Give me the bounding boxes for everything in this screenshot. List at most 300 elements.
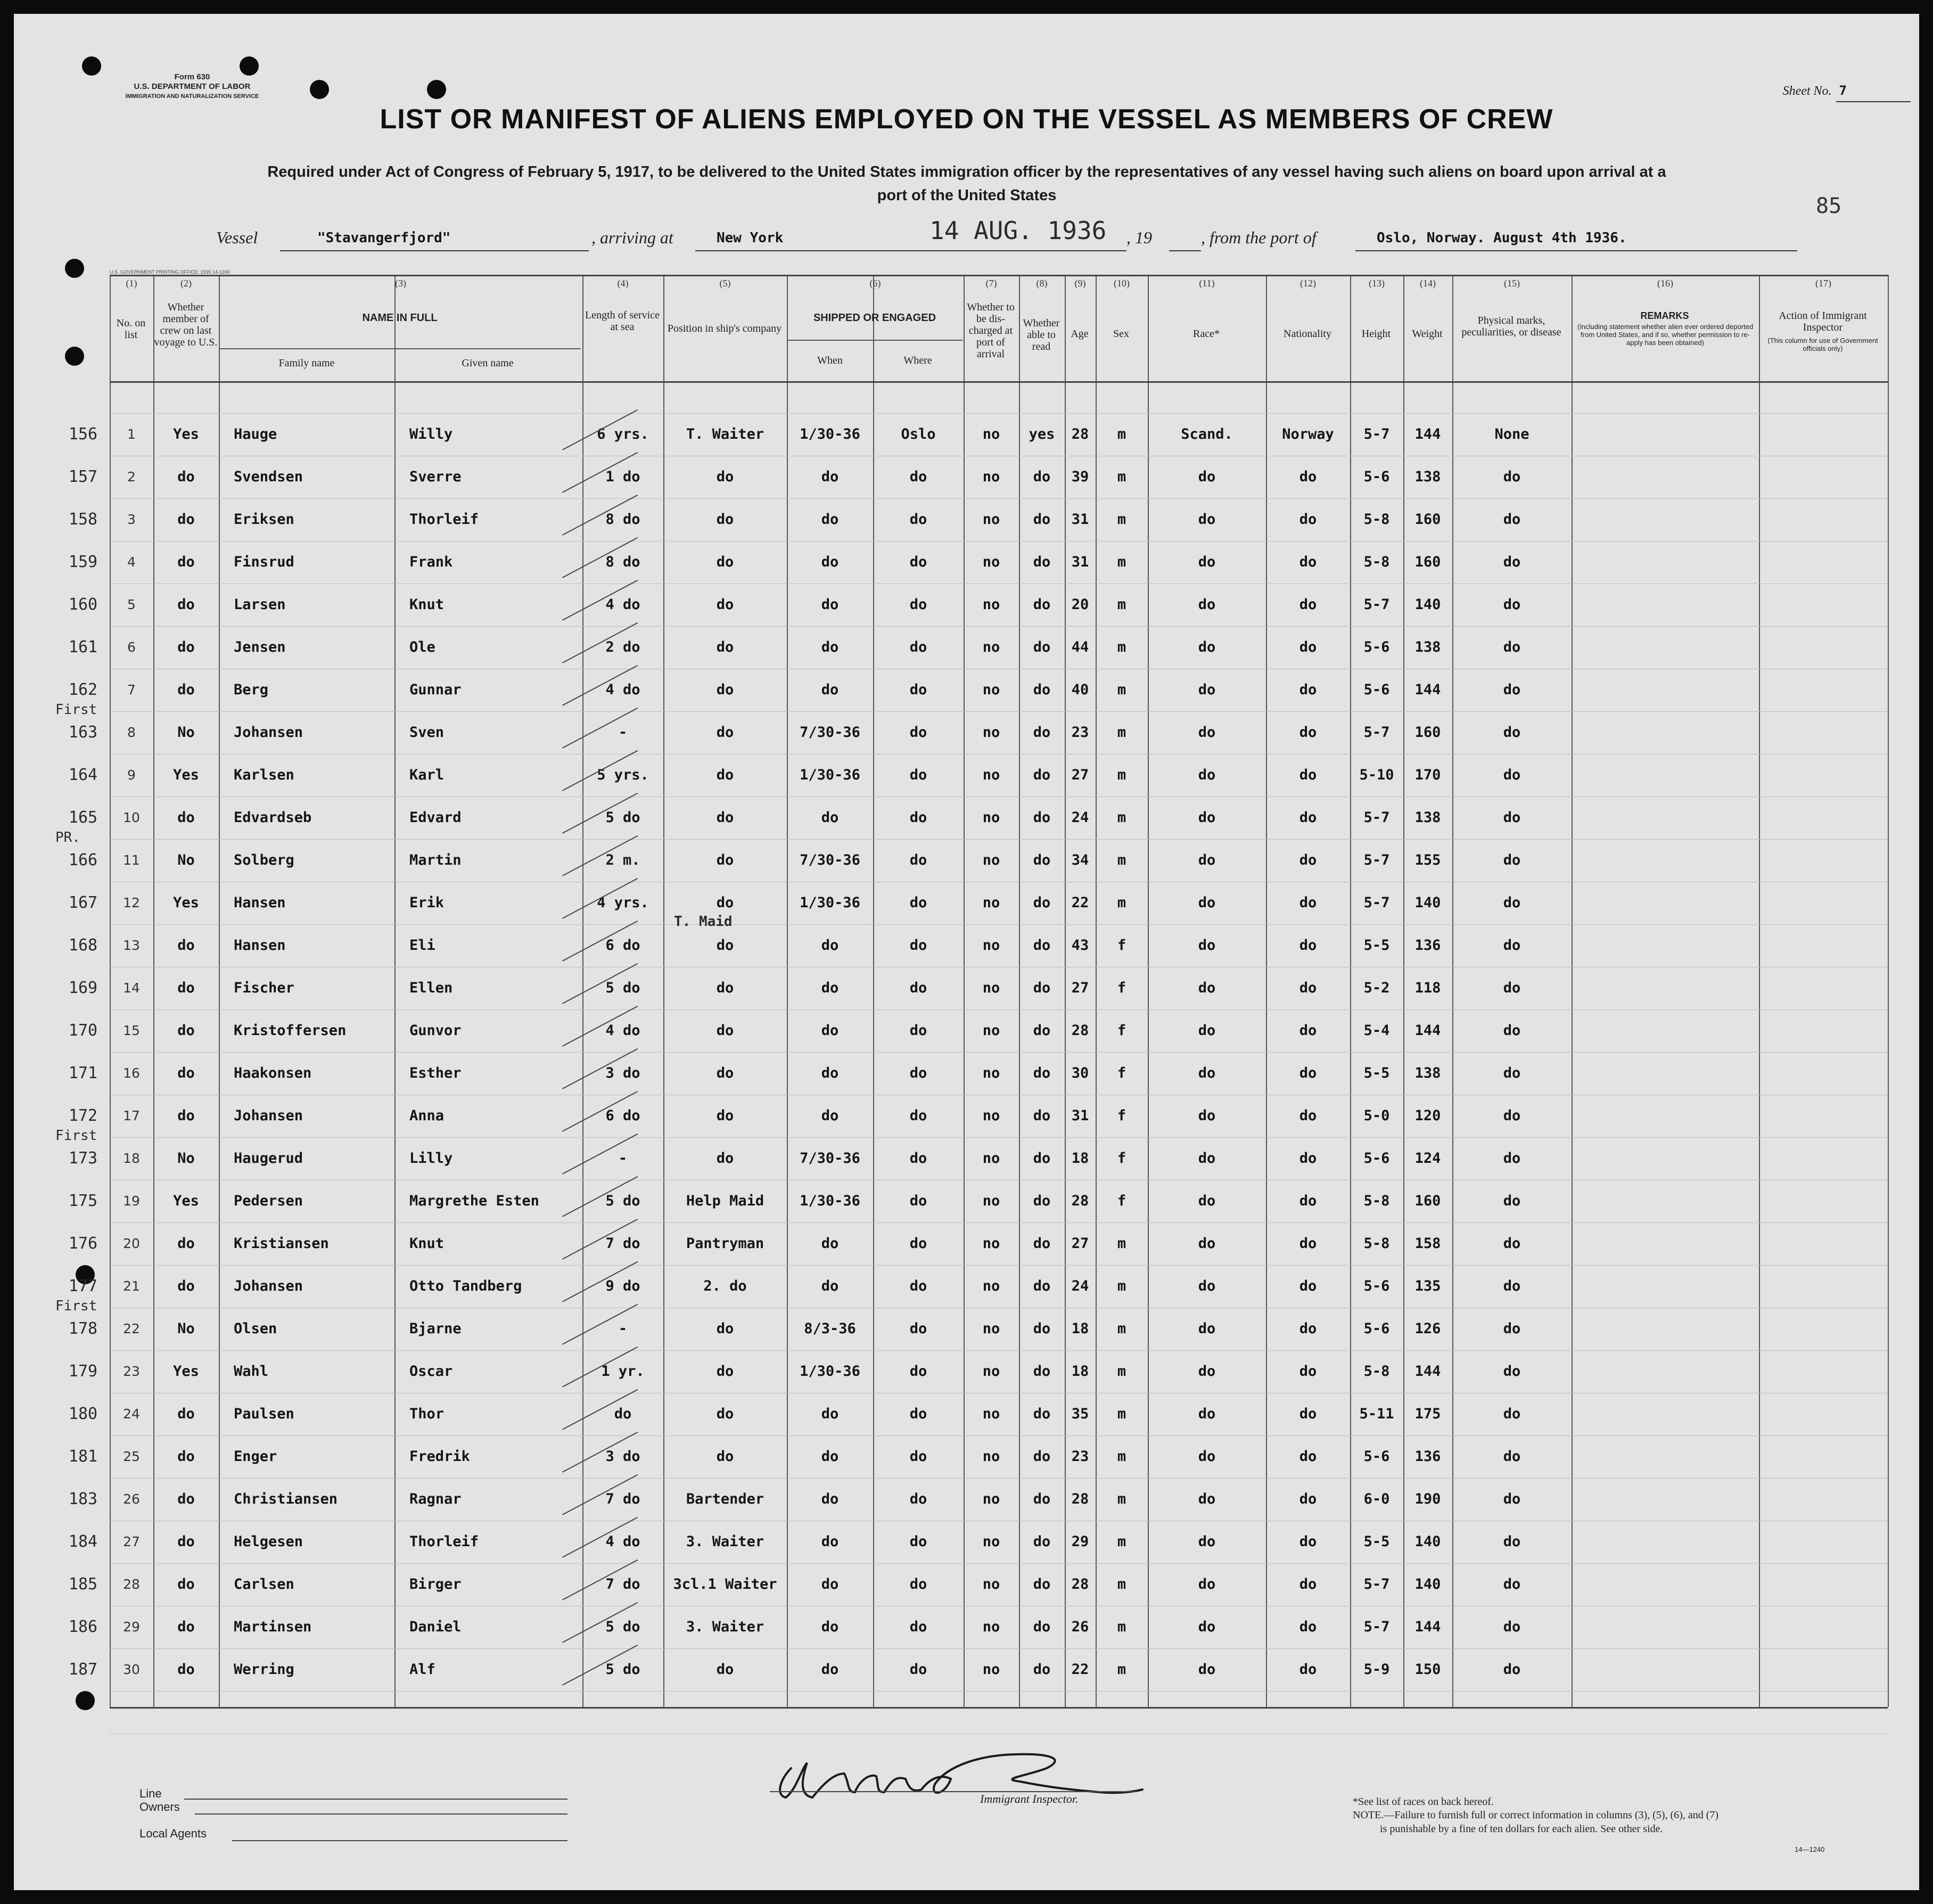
physical-marks: do [1503,1576,1521,1593]
length-of-service: 5 do [605,1661,640,1678]
row-margin-note: First [55,702,97,718]
age: 20 [1071,596,1089,613]
header-race: Race* [1193,328,1220,340]
to-be-discharged: no [982,682,1000,698]
family-name: Johansen [234,1107,303,1124]
table-row [14,1356,1919,1388]
grid-row-rule [110,626,1888,627]
family-name: Solberg [234,852,294,868]
able-to-read: do [1033,596,1051,613]
row-margin-note: PR. [55,830,80,846]
family-name: Enger [234,1448,277,1465]
sex: f [1117,1107,1126,1124]
height: 5-8 [1363,511,1390,528]
weight: 138 [1414,809,1441,826]
list-number: 25 [123,1449,140,1464]
nationality: do [1299,1235,1317,1252]
height: 5-9 [1363,1661,1390,1678]
stamped-sequence-number: 166 [68,851,98,869]
family-name: Larsen [234,596,286,613]
height: 5-8 [1363,554,1390,570]
to-be-discharged: no [982,426,1000,442]
family-name: Berg [234,682,269,698]
weight: 155 [1414,852,1441,868]
list-number: 3 [127,512,136,527]
given-name: Daniel [409,1619,462,1635]
height: 5-5 [1363,937,1390,954]
stamped-sequence-number: 173 [68,1149,98,1168]
crew-last-voyage: do [177,1022,195,1039]
header-remarks: REMARKS [1640,310,1689,321]
shipped-when: do [821,469,839,485]
height: 5-11 [1359,1406,1394,1422]
given-name: Ellen [409,980,453,996]
to-be-discharged: no [982,1363,1000,1380]
shipped-where: do [909,1491,927,1507]
shipped-when: do [821,1235,839,1252]
crew-last-voyage: No [177,852,195,868]
shipped-when: do [821,1533,839,1550]
nationality: do [1299,980,1317,996]
list-number: 8 [127,725,136,740]
age: 29 [1071,1533,1089,1550]
physical-marks: do [1503,1533,1521,1550]
shipped-when: do [821,1619,839,1635]
able-to-read: do [1033,852,1051,868]
family-name: Hansen [234,937,286,954]
list-number: 16 [123,1065,140,1081]
able-to-read: do [1033,1448,1051,1465]
given-name: Ragnar [409,1491,462,1507]
crew-last-voyage: do [177,639,195,655]
column-number: (11) [1199,278,1215,289]
grid-row-rule [110,1222,1888,1223]
grid-row-rule [110,1478,1888,1479]
list-number: 9 [127,767,136,783]
department-name: U.S. DEPARTMENT OF LABOR [134,82,251,91]
sex: m [1117,1363,1126,1380]
age: 24 [1071,809,1089,826]
penalty-note: NOTE.—Failure to furnish full or correct information in columns (3), (5), (6), and (7) [1353,1809,1719,1821]
weight: 160 [1414,724,1441,741]
header-where: Where [903,355,932,366]
given-name: Lilly [409,1150,453,1167]
length-of-service: 1 do [605,469,640,485]
table-row [14,1228,1919,1260]
height: 5-7 [1363,852,1390,868]
height: 5-6 [1363,1278,1390,1294]
shipped-when: do [821,1278,839,1294]
list-number: 10 [123,810,140,825]
age: 22 [1071,894,1089,911]
list-number: 5 [127,597,136,612]
table-row [14,830,1919,876]
nationality: do [1299,1107,1317,1124]
able-to-read: do [1033,1406,1051,1422]
column-number: (4) [617,278,629,289]
ship-position: do [716,852,734,868]
header-able-to-read: Whether able to read [1023,317,1060,352]
shipped-when: do [821,1576,839,1593]
race: do [1198,1576,1216,1593]
shipped-where: do [909,1576,927,1593]
sex: m [1117,1278,1126,1294]
to-be-discharged: no [982,1193,1000,1209]
header-crew-last-voyage: Whether member of crew on last voyage to U.S. [154,301,218,348]
header-physical-marks: Physical marks, peculiarities, or disease [1461,315,1561,338]
header-nationality: Nationality [1284,328,1331,340]
nationality: do [1299,1278,1317,1294]
physical-marks: do [1503,1107,1521,1124]
to-be-discharged: no [982,809,1000,826]
height: 5-0 [1363,1107,1390,1124]
sex: m [1117,469,1126,485]
able-to-read: do [1033,554,1051,570]
list-number: 11 [123,852,140,868]
given-name: Anna [409,1107,445,1124]
able-to-read: do [1033,1022,1051,1039]
ship-position: do [716,1065,734,1081]
column-number: (6) [869,278,881,289]
given-name: Frank [409,554,453,570]
physical-marks: do [1503,639,1521,655]
punch-hole [65,259,84,278]
sex: m [1117,1406,1126,1422]
vessel-label: Vessel [216,228,258,247]
age: 27 [1071,980,1089,996]
shipped-when: do [821,1107,839,1124]
physical-marks: do [1503,724,1521,741]
race: do [1198,1406,1216,1422]
height: 5-6 [1363,469,1390,485]
grid-row-rule [110,1265,1888,1266]
able-to-read: do [1033,767,1051,783]
race: do [1198,1107,1216,1124]
crew-last-voyage: do [177,469,195,485]
length-of-service: 8 do [605,511,640,528]
shipped-when: do [821,937,839,954]
subtitle-line-2: port of the United States [877,187,1057,204]
table-row [14,702,1919,749]
length-of-service: 4 yrs. [597,894,649,911]
shipped-where: do [909,1235,927,1252]
stamped-sequence-number: 163 [68,723,98,742]
nationality: do [1299,767,1317,783]
list-number: 4 [127,554,136,570]
ship-position: do [716,1661,734,1678]
length-of-service: - [618,1320,628,1337]
year-label: , 19 [1126,228,1152,247]
header-when: When [817,355,843,366]
nationality: do [1299,511,1317,528]
nationality: do [1299,554,1317,570]
page-subtitle [142,160,1792,207]
age: 18 [1071,1150,1089,1167]
given-name: Martin [409,852,462,868]
shipped-where: do [909,469,927,485]
weight: 118 [1414,980,1441,996]
age: 28 [1071,1022,1089,1039]
weight: 136 [1414,1448,1441,1465]
crew-last-voyage: Yes [173,1193,199,1209]
able-to-read: do [1033,1320,1051,1337]
given-name: Alf [409,1661,435,1678]
grid-subrule [219,348,581,349]
owners-label: Owners [139,1800,180,1813]
race: do [1198,852,1216,868]
length-of-service: - [618,724,628,741]
age: 28 [1071,426,1089,442]
ship-position: 2. do [703,1278,747,1294]
height: 5-2 [1363,980,1390,996]
grid-row-rule [110,498,1888,499]
physical-marks: do [1503,1619,1521,1635]
header-inspector-note: (This column for use of Government officials only) [1767,337,1878,352]
race: do [1198,1065,1216,1081]
sex: m [1117,1533,1126,1550]
stamped-sequence-number: 177 [68,1277,98,1295]
list-number: 18 [123,1151,140,1166]
nationality: do [1299,1150,1317,1167]
sex: m [1117,1576,1126,1593]
row-margin-note: First [55,1298,97,1314]
weight: 160 [1414,511,1441,528]
header-remarks-note: (Including statement whether alien ever ordered deported from United States, and if so, whether permission to re-apply has been obtained) [1577,323,1754,347]
stamped-sequence-number: 178 [68,1319,98,1338]
list-number: 7 [127,682,136,697]
length-of-service: 1 yr. [601,1363,645,1380]
nationality: do [1299,1533,1317,1550]
family-name: Carlsen [234,1576,294,1593]
height: 5-8 [1363,1193,1390,1209]
crew-last-voyage: do [177,1576,195,1593]
column-number: (8) [1036,278,1048,289]
stamped-sequence-number: 184 [68,1532,98,1551]
list-number: 28 [123,1577,140,1592]
able-to-read: do [1033,1150,1051,1167]
given-name: Oscar [409,1363,453,1380]
weight: 124 [1414,1150,1441,1167]
ship-position: 3. Waiter [686,1533,764,1550]
race: do [1198,980,1216,996]
height: 5-6 [1363,639,1390,655]
able-to-read: do [1033,511,1051,528]
shipped-where: do [909,511,927,528]
header-sex: Sex [1113,328,1129,340]
shipped-when: 1/30-36 [800,894,860,911]
shipped-where: do [909,1363,927,1380]
to-be-discharged: no [982,469,1000,485]
to-be-discharged: no [982,511,1000,528]
length-of-service: 6 do [605,1107,640,1124]
header-weight: Weight [1412,328,1443,340]
crew-last-voyage: do [177,1235,195,1252]
length-of-service: 8 do [605,554,640,570]
table-row [14,546,1919,578]
sex: m [1117,511,1126,528]
grid-bottom-rule [110,1707,1888,1709]
length-of-service: 7 do [605,1491,640,1507]
stamped-sequence-number: 167 [68,893,98,912]
shipped-when: do [821,554,839,570]
height: 5-6 [1363,1320,1390,1337]
shipped-when: do [821,1448,839,1465]
column-number: (10) [1114,278,1130,289]
age: 28 [1071,1491,1089,1507]
height: 5-8 [1363,1235,1390,1252]
given-name: Sverre [409,469,462,485]
header-length-of-service: Length of service at sea [585,309,660,333]
sex: m [1117,426,1126,442]
column-number: (1) [126,278,137,289]
family-name: Johansen [234,724,303,741]
stamped-sequence-number: 158 [68,510,98,529]
shipped-when: do [821,596,839,613]
stamped-sequence-number: 170 [68,1021,98,1040]
header-age: Age [1071,328,1089,340]
weight: 160 [1414,554,1441,570]
crew-last-voyage: do [177,1661,195,1678]
to-be-discharged: no [982,1491,1000,1507]
to-be-discharged: no [982,1661,1000,1678]
ship-position: Help Maid [686,1193,764,1209]
to-be-discharged: no [982,1022,1000,1039]
list-number: 27 [123,1534,140,1549]
weight: 140 [1414,1533,1441,1550]
weight: 150 [1414,1661,1441,1678]
table-row [14,914,1919,962]
shipped-when: 1/30-36 [800,426,860,442]
height: 5-7 [1363,1576,1390,1593]
family-name: Olsen [234,1320,277,1337]
row-margin-note: First [55,1128,97,1144]
weight: 170 [1414,767,1441,783]
age: 23 [1071,1448,1089,1465]
shipped-where: do [909,767,927,783]
shipped-when: do [821,980,839,996]
given-name: Thorleif [409,1533,479,1550]
stamped-sequence-number: 165 [68,808,98,827]
crew-last-voyage: do [177,511,195,528]
header-shipped-engaged: SHIPPED OR ENGAGED [813,312,936,324]
list-number: 14 [123,980,140,996]
sex: m [1117,852,1126,868]
ship-position: do [716,809,734,826]
length-of-service: 4 do [605,1022,640,1039]
family-name: Karlsen [234,767,294,783]
weight: 144 [1414,1363,1441,1380]
list-number: 20 [123,1236,140,1251]
able-to-read: do [1033,1065,1051,1081]
shipped-when: do [821,809,839,826]
form-identifier [94,72,291,101]
list-number: 15 [123,1023,140,1038]
able-to-read: do [1033,1576,1051,1593]
given-name: Fredrik [409,1448,470,1465]
grid-row-rule [110,1052,1888,1053]
shipped-where: do [909,1193,927,1209]
weight: 190 [1414,1491,1441,1507]
crew-last-voyage: do [177,1278,195,1294]
sex: m [1117,682,1126,698]
grid-hline [110,381,1888,383]
physical-marks: do [1503,469,1521,485]
weight: 144 [1414,1022,1441,1039]
shipped-when: do [821,1491,839,1507]
local-agents-label: Local Agents [139,1827,207,1840]
length-of-service: 4 do [605,1533,640,1550]
given-name: Knut [409,596,445,613]
ship-position: do [716,511,734,528]
family-name: Hauge [234,426,277,442]
family-name: Helgesen [234,1533,303,1550]
grid-row-rule [110,711,1888,712]
given-name: Edvard [409,809,462,826]
able-to-read: do [1033,1107,1051,1124]
page-stamp: 85 [1816,194,1842,218]
penalty-note-continued: is punishable by a fine of ten dollars for each alien. See other side. [1380,1823,1663,1835]
table-row [14,1057,1919,1089]
race: do [1198,511,1216,528]
family-name: Eriksen [234,511,294,528]
family-name: Svendsen [234,469,303,485]
ship-position: do [716,469,734,485]
crew-last-voyage: do [177,1619,195,1635]
list-number: 12 [123,895,140,910]
family-name: Pedersen [234,1193,303,1209]
nationality: do [1299,682,1317,698]
nationality: do [1299,1576,1317,1593]
to-be-discharged: no [982,1576,1000,1593]
nationality: do [1299,1619,1317,1635]
table-row [14,972,1919,1004]
given-name: Eli [409,937,435,954]
to-be-discharged: no [982,1320,1000,1337]
height: 5-5 [1363,1065,1390,1081]
shipped-when: 1/30-36 [800,1363,860,1380]
age: 34 [1071,852,1089,868]
physical-marks: do [1503,809,1521,826]
shipped-where: do [909,682,927,698]
shipped-when: do [821,1065,839,1081]
nationality: do [1299,1491,1317,1507]
ship-position: do [716,1150,734,1167]
grid-row-rule [110,1137,1888,1138]
weight: 160 [1414,1193,1441,1209]
able-to-read: do [1033,1491,1051,1507]
crew-last-voyage: do [177,937,195,954]
shipped-where: do [909,937,927,954]
stamped-sequence-number: 185 [68,1575,98,1594]
table-row [14,1569,1919,1601]
family-name: Johansen [234,1278,303,1294]
date-stamp: 14 AUG. 1936 [930,216,1107,245]
weight: 144 [1414,682,1441,698]
sex: m [1117,1619,1126,1635]
race: do [1198,1619,1216,1635]
ship-position: do [716,682,734,698]
table-row [14,1611,1919,1643]
manifest-sheet [14,14,1919,1890]
sex: f [1117,1193,1126,1209]
age: 43 [1071,937,1089,954]
race: do [1198,894,1216,911]
length-of-service: 5 do [605,1619,640,1635]
physical-marks: do [1503,1448,1521,1465]
height: 5-5 [1363,1533,1390,1550]
ship-position: 3cl.1 Waiter [673,1576,777,1593]
table-row [14,461,1919,493]
